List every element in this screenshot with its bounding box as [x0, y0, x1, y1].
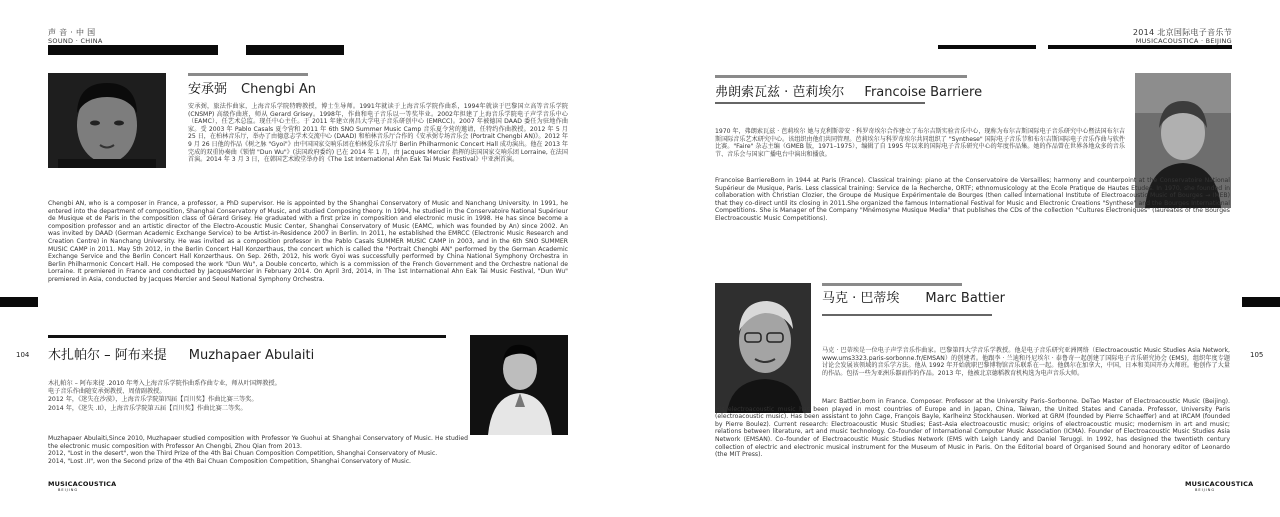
bio2-en-lines	[48, 435, 468, 465]
logo-text: MUSICACOUSTICA	[48, 480, 117, 488]
bio1-en-text: Chengbi AN, who is a composer in France, a professor, a PhD supervisor. He is appointed by the Shanghai Conservatory of Music and Nanchang University. In 1991, he entered into the department of composition, Shanghai Conservatory of Music, and studied Composing theory. In 1994, he studied in the Conservatoire National Supérieur de Musique et de Paris in the composition class of Gérard Grisey. He graduated with a first prize in composition and electronic music in 1998. He has since become a composition professor and an artistic director of the Electro-Acoustic Music Center, Shanghai Conservatory of Music (EAMC, which was founded by An) since 2002. An was invited by DAAD (German Academic Exchange Service) to be Artist-in-Residence 2007 in Berlin. In 2011, he established the EMRCC (Electronic Music Research and Creation Centre) in Nanchang University. He was invited as a composition professor in the Pablo Casals SUMMER MUSIC CAMP in 2003, and in the 6th SNO SUMMER MUSIC CAMP in 2011. May 5th 2012, in the Berlin Concert Hall Konzerthaus, the concert which is called the "Portrait Chengbi AN" performed by the German Academic Exchange Service and the Berlin Concert Hall Konzerthaus. On Sep. 26th, 2012, his work Gyoi was successfully performed by China National Symphony Orchestra in Berlin Philharmonic Concert Hall. He composed the work "Dun Wu", a Double concerto, which is a commission of the French Government and the Orchestre national de Lorraine. It premiered in France and conducted by JacquesMercier in February 2014. On April 3rd, 2014, in The 1st International Ahn Eak Tai Music Festival, "Dun Wu" premiered in Asia, conducted by Jacques Mercier and Seoul National Symphony Orchestra.	[48, 200, 568, 283]
bio2-cn-line: 电子音乐作曲随安承弼教授、周倩副教授。	[48, 388, 166, 396]
name-bar-2	[48, 335, 446, 338]
name-bar-3	[715, 75, 967, 78]
logo-left	[48, 480, 116, 492]
header-left-cn: 声 音 · 中 国	[48, 28, 96, 37]
name-en: Francoise Barriere	[864, 85, 983, 100]
name-bar-1	[188, 73, 308, 76]
logo-sub: BEIJING	[1195, 488, 1216, 492]
portrait-illustration	[470, 335, 568, 435]
edge-mark-left	[0, 297, 38, 307]
page-number-left: 104	[16, 351, 30, 359]
photo-battier	[715, 283, 811, 413]
bio3-en-text: Francoise BarriereBorn in 1944 at Paris (France). Classical training: piano at the Conservatoire de Versailles; harmony and counterpoint at the Conservatoire National Supérieur de Musique, Paris. Less classical training: Service de la Recherche, ORTF; ethnomusicology at the Ecole Pratique de Hautes Etudes. In 1970, she founded in collaboration with Christian Clozier, the Groupe de Musique Expérimentale de Bourges (then called International Institute of Electroacoustic Music of Bourges → IMEB) that they co-direct until its closing in 2011.She organized the famous International Festival for Music and Electronic Creations "Synthese" and the Bourges International Competitions. She is Manager of the Company "Mnémosyne Musique Media" that publishes the CDs of the collection "Cultures Electroniques" (laureates of the Bourges Electroacoustic Music Competitions).	[715, 177, 1230, 222]
header-right-en: MUSICACOUSTICA · BEIJING	[1135, 37, 1232, 45]
bio2-cn-lines	[48, 380, 448, 413]
header-left	[48, 28, 103, 46]
header-bar-left-2	[246, 45, 344, 55]
logo-text: MUSICACOUSTICA	[1185, 480, 1254, 488]
name-en: Muzhapaer Abulaiti	[188, 348, 315, 363]
logo-sub: BEIJING	[58, 488, 79, 492]
photo-chengbi-an	[48, 73, 166, 168]
bio2-cn-line: 2014 年，《迷失 .II》，上海音乐学院第五届【百川奖】作曲比赛二等奖。	[48, 404, 247, 412]
name-cn: 安承弼	[188, 82, 228, 97]
name-en: Chengbi An	[241, 82, 316, 97]
header-bar-right-1	[938, 45, 1036, 49]
bio4-cn-text: 马克 · 巴蒂埃是一位电子声学音乐作曲家。巴黎第四大学音乐学教授。他是电子音乐研究亚洲网络（Electroacoustic Music Studies Asia Network, www.ums3323.paris-sorbonne.fr/EMSAN）的创建者。他跟李 · 兰迪和丹尼埃尔 · 泰鲁奇一起创建了国际电子音乐研究协会 (EMS)，组织年度专题讨论会发展该领域的音乐学方法。他从 1992 年开始就职巴黎博物馆音乐联系在一起。他偶尔在加拿大，中国，日本和美国开办大师班。他创作了大量的作品。包括一些为亚洲乐器而作的作品。2013 年，他被北京德稻教育机构选为电声音乐大师。	[822, 347, 1230, 377]
edge-mark-right	[1242, 297, 1280, 307]
page-number-right: 105	[1250, 351, 1264, 359]
header-right	[1133, 28, 1232, 46]
photo-muzhapaer	[470, 335, 568, 435]
bio2-en-line: Muzhapaer Abulaiti,Since 2010, Muzhapaer studied composition with Professor Ye Guohui at Shanghai Conservatory of Music. He studied the electronic music composition with Professor An Chengbi, Zhou Qian from 2013.	[48, 435, 468, 450]
bio2-cn-line: 木扎帕尔 – 阿布来提 .2010 年考入上海音乐学院作曲系作曲专业，师从叶国辉教授。	[48, 380, 281, 387]
bio-name-barriere	[715, 81, 982, 100]
bio1-cn-text: 安承弼，旅法作曲家，上海音乐学院特聘教授，博士生导师。1991年就读于上海音乐学院作曲系，1994年就读于巴黎国立高等音乐学院 (CNSMP) 高级作曲班，师从 Gerard Grisey。1998年，作曲和电子音乐以一等奖毕业。2002年担建了上海音乐学院电子声学音乐中心（EAMC），任艺术总监。现任中心主任。于 2011 年建立南昌大学电子音乐研创中心 (EMRCC)。2007 年被德国 DAAD 委任为驻地作曲家。受 2003 年 Pablo Casals 夏令营和 2011 年 6th SNO Summer Music Camp 音乐夏令营的邀请，任特约作曲教授。2012 年 5 月 25 日，在柏林音乐厅，举办了由德意志学术交流中心 (DAAD) 和柏林音乐厅合作的《安承弼专场音乐会 (Portrait Chengbi AN)》。2012 年 9 月 26 日他的作品《树之脉 "Gyoi"》由中国国家交响乐团在柏林爱乐音乐厅 Berlin Philharmonic Concert Hall 成功演出。他在 2013 年完成的双重协奏曲《锁情 "Dun Wu"》(法国政府委约) 已在 2014 年 1 月，由 Jacques Mercier 指挥的法国国家交响乐团 Lorraine, 在法国首演。2014 年 3 月 3 日，在韩国艺术殿堂举办的《The 1st International Ahn Eak Tai Music Festival》中亚洲首演。	[188, 103, 568, 164]
portrait-illustration	[715, 283, 811, 413]
bio-name-muzhapaer	[48, 344, 314, 363]
bio2-en-line: 2012, "Lost in the desert", won the Third Prize of the 4th Bai Chuan Composition Competition, Shanghai Conservatory of Music.	[48, 450, 438, 458]
name-bar-4	[822, 283, 962, 286]
name-underline-4	[822, 314, 992, 316]
name-cn: 弗朗索瓦兹 · 芭莉埃尔	[715, 85, 845, 100]
portrait-illustration	[48, 73, 166, 168]
name-cn: 木扎帕尔 – 阿布来提	[48, 348, 167, 363]
bio3-cn-text: 1970 年，弗朗索瓦兹 · 芭莉埃尔 她与克利斯蒂安 · 科罗奇埃尔合作建立了布尔吉斯实验音乐中心，现称为布尔吉斯国际电子音乐研究中心暨法国布尔吉斯国际音乐艺术研究中心。该组织由他们共同管理。芭莉埃尔与科罗奇埃尔共同组织了 "Synthese" 国际电子音乐节和布尔吉斯国际电子音乐作曲与软件比赛。"Faire" 杂志主编（GMEB 版，1971–1975），编辑了自 1995 年以来的国际电子音乐研究中心的年度作品集。她的作品曾在世界各地众多的音乐节、音乐会与国家广播电台中演出和播放。	[715, 128, 1125, 158]
bio-name-battier	[822, 287, 1005, 306]
name-en: Marc Battier	[925, 291, 1005, 306]
header-bar-left-1	[48, 45, 218, 55]
bio2-en-line: 2014, "Lost .II", won the Second prize of the 4th Bai Chuan Composition Competition, Shanghai Conservatory of Music.	[48, 457, 411, 465]
name-underline-3	[715, 102, 925, 104]
logo-right	[1185, 480, 1253, 492]
header-right-cn: 2014 北京国际电子音乐节	[1132, 28, 1232, 37]
bio2-cn-line: 2012 年，《迷失在沙漠》，上海音乐学院第四届【百川奖】作曲比赛三等奖。	[48, 396, 258, 404]
name-cn: 马克 · 巴蒂埃	[822, 291, 900, 306]
bio4-en-text: Marc Battier,born in France. Composer. Professor at the University Paris–Sorbonne. DeTao Master of Electroacoustic Music (Beijing). His electroacoustic music has been played in most countries of Europe and in Japan, China, Taiwan, the United States and Canada. Professor, University Paris (electroacoustic music). Has been assistant to John Cage, François Bayle, Karlheinz Stockhausen. Worked at GRM (founded by Pierre Schaeffer) and at IRCAM (founded by Pierre Boulez). Current research: Electroacoustic Music Studies; East–Asia electroacoustic music; origins of electroacoustic music; modernism in art and music; relations between literature, art and music technology. Co–founder of International Computer Music Association (ICMA). Founder of Electroacoustic Music Studies Asia Network (EMSAN). Co–founder of Electroacoustic Music Studies Network (EMS with Leigh Landy and Daniel Teruggi. In 1992, has designed the twentieth century collection of electric and electronic musical instrument for the Museum of Music in Paris. On the Editorial board of Organised Sound and honorary editor of Leonardo (the MIT Press).	[715, 398, 1230, 459]
header-bar-right-2	[1048, 45, 1232, 49]
bio-name-chengbi-an	[188, 78, 316, 97]
header-left-en: SOUND · CHINA	[48, 37, 103, 45]
